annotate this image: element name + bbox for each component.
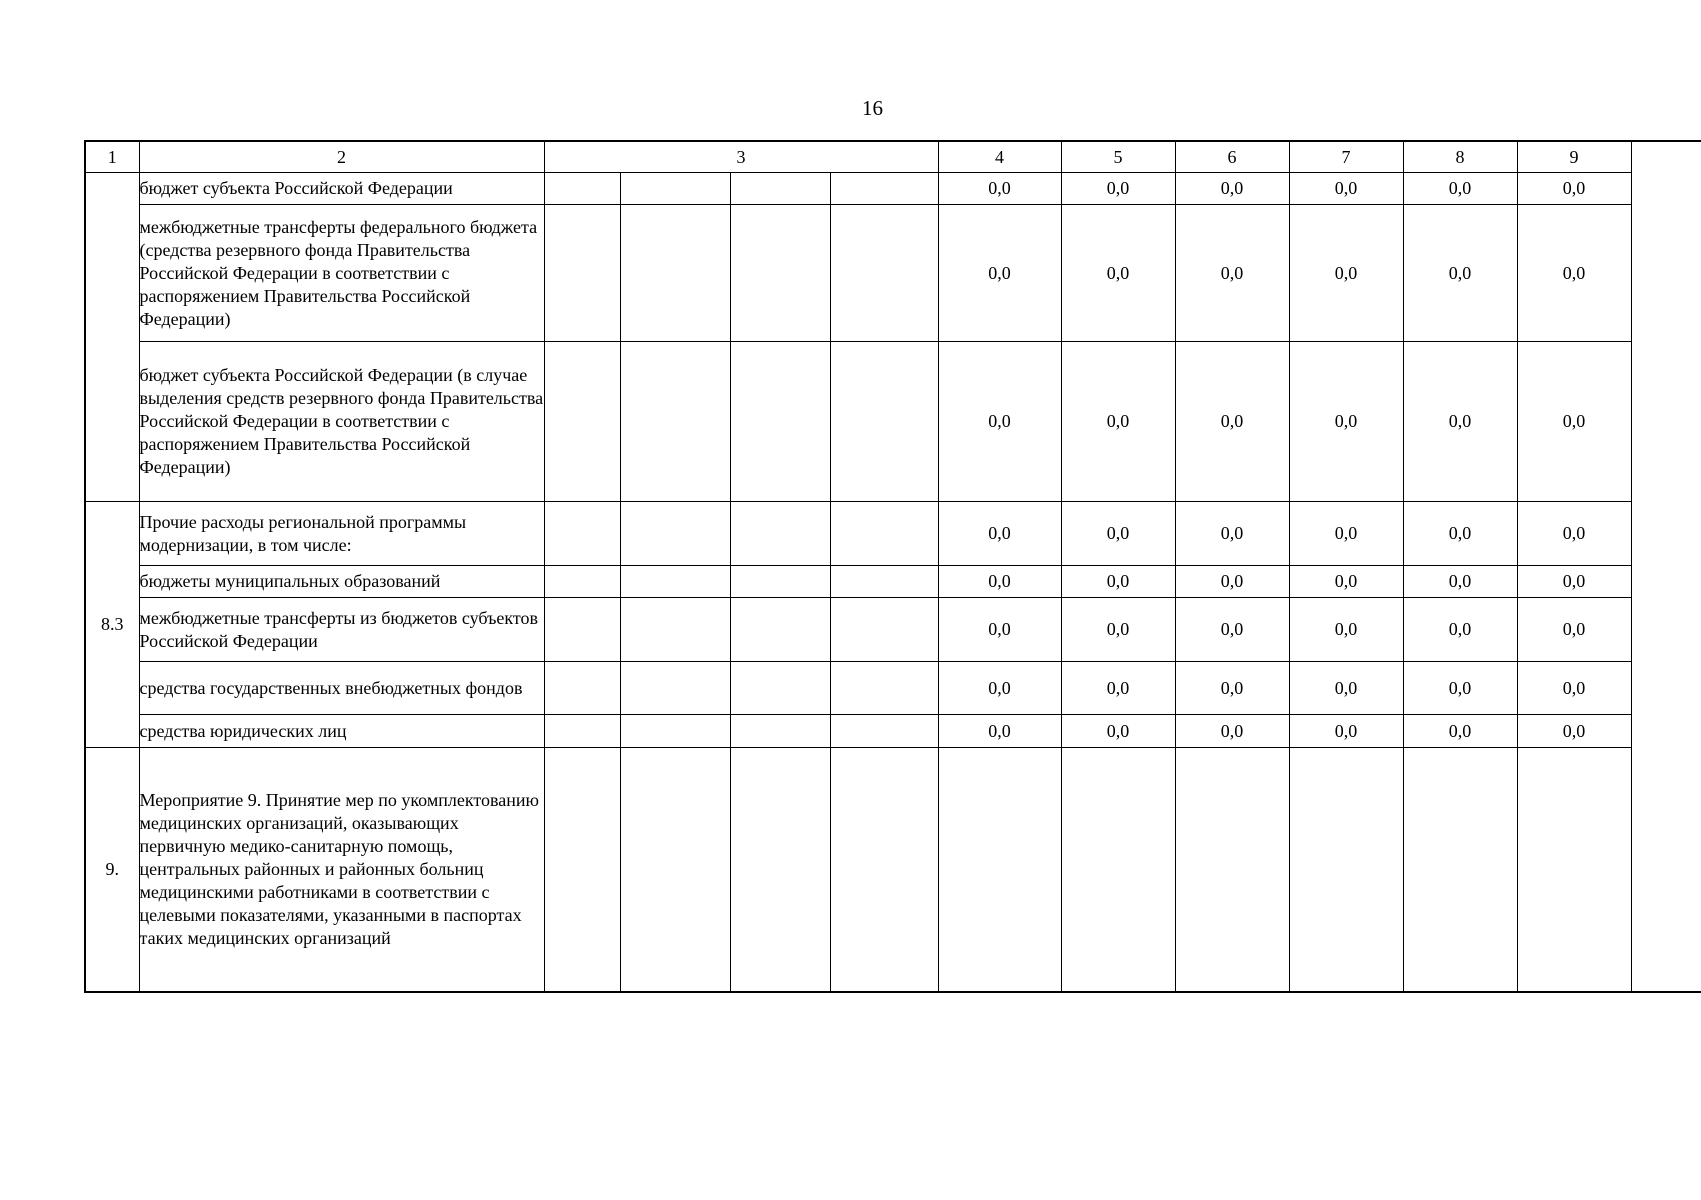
value-cell: 0,0 [1289, 205, 1403, 342]
value-cell: 0,0 [1403, 342, 1517, 502]
header-cell: 9 [1517, 141, 1631, 173]
table-row [85, 598, 1701, 662]
header-cell: 5 [1061, 141, 1175, 173]
row-description: Мероприятие 9. Принятие мер по укомплектованию медицинских организаций, оказывающих первичную медико-санитарную помощь, центральных районных и районных больниц медицинскими работниками в соответствии с целевыми показателями, указанными в паспортах таких медицинских организаций [139, 748, 544, 992]
value-cell [1289, 748, 1403, 992]
sub-cell [620, 342, 730, 502]
header-cell: 8 [1403, 141, 1517, 173]
header-cell: 1 [85, 141, 139, 173]
sub-cell [730, 342, 830, 502]
sub-cell [830, 662, 938, 715]
sub-cell [830, 173, 938, 205]
value-cell: 0,0 [938, 598, 1061, 662]
table-row [85, 662, 1701, 715]
table-row [85, 205, 1701, 342]
sub-cell [620, 205, 730, 342]
header-cell: 2 [139, 141, 544, 173]
budget-table [84, 140, 1701, 993]
value-cell [1403, 748, 1517, 992]
value-cell: 0,0 [938, 715, 1061, 748]
table-row [85, 342, 1701, 502]
value-cell: 0,0 [1175, 566, 1289, 598]
sub-cell [620, 662, 730, 715]
sub-cell [830, 598, 938, 662]
value-cell: 0,0 [1175, 342, 1289, 502]
value-cell: 0,0 [1289, 342, 1403, 502]
row-number-cell: 8.3 [85, 502, 139, 748]
value-cell [1517, 748, 1631, 992]
value-cell: 0,0 [1517, 173, 1631, 205]
value-cell: 0,0 [1517, 205, 1631, 342]
sub-cell [730, 566, 830, 598]
value-cell: 0,0 [1403, 566, 1517, 598]
sub-cell [544, 205, 620, 342]
value-cell: 0,0 [1061, 662, 1175, 715]
row-number-cell: 9. [85, 748, 139, 992]
header-cell: 6 [1175, 141, 1289, 173]
value-cell: 0,0 [1403, 598, 1517, 662]
table-row [85, 715, 1701, 748]
sub-cell [730, 598, 830, 662]
header-cell: 4 [938, 141, 1061, 173]
sub-cell [544, 566, 620, 598]
table-row [85, 502, 1701, 566]
value-cell: 0,0 [938, 502, 1061, 566]
sub-cell [830, 715, 938, 748]
sub-cell [544, 342, 620, 502]
value-cell: 0,0 [1517, 502, 1631, 566]
row-description: бюджет субъекта Российской Федерации (в случае выделения средств резервного фонда Правительства Российской Федерации в соответствии с распоряжением Правительства Российской Федерации) [139, 342, 544, 502]
value-cell: 0,0 [1403, 662, 1517, 715]
sub-cell [620, 566, 730, 598]
value-cell: 0,0 [1061, 173, 1175, 205]
value-cell: 0,0 [938, 205, 1061, 342]
value-cell: 0,0 [1061, 598, 1175, 662]
value-cell: 0,0 [1175, 715, 1289, 748]
value-cell: 0,0 [1517, 715, 1631, 748]
value-cell [938, 748, 1061, 992]
value-cell: 0,0 [1061, 715, 1175, 748]
header-cell: 7 [1289, 141, 1403, 173]
value-cell: 0,0 [1289, 598, 1403, 662]
value-cell: 0,0 [1289, 502, 1403, 566]
row-description: бюджеты муниципальных образований [139, 566, 544, 598]
sub-cell [544, 173, 620, 205]
value-cell: 0,0 [1289, 173, 1403, 205]
sub-cell [730, 748, 830, 992]
row-description: средства юридических лиц [139, 715, 544, 748]
sub-cell [830, 566, 938, 598]
sub-cell [620, 715, 730, 748]
sub-cell [544, 598, 620, 662]
value-cell: 0,0 [1517, 662, 1631, 715]
value-cell: 0,0 [1517, 342, 1631, 502]
value-cell: 0,0 [1175, 598, 1289, 662]
row-description: средства государственных внебюджетных фондов [139, 662, 544, 715]
page-number: 16 [862, 96, 883, 120]
sub-cell [620, 748, 730, 992]
value-cell: 0,0 [938, 566, 1061, 598]
value-cell: 0,0 [1175, 205, 1289, 342]
sub-cell [730, 502, 830, 566]
sub-cell [830, 342, 938, 502]
table-header-row [85, 141, 1701, 173]
sub-cell [620, 502, 730, 566]
sub-cell [830, 205, 938, 342]
value-cell: 0,0 [1175, 502, 1289, 566]
sub-cell [620, 173, 730, 205]
row-description: Прочие расходы региональной программы модернизации, в том числе: [139, 502, 544, 566]
value-cell: 0,0 [938, 173, 1061, 205]
table-row [85, 566, 1701, 598]
value-cell: 0,0 [1403, 205, 1517, 342]
value-cell: 0,0 [1517, 566, 1631, 598]
value-cell [1175, 748, 1289, 992]
value-cell: 0,0 [1175, 662, 1289, 715]
row-description: межбюджетные трансферты федерального бюджета (средства резервного фонда Правительства Российской Федерации в соответствии с распоряжением Правительства Российской Федерации) [139, 205, 544, 342]
sub-cell [544, 748, 620, 992]
value-cell: 0,0 [1061, 342, 1175, 502]
table-row [85, 748, 1701, 992]
sub-cell [544, 662, 620, 715]
value-cell: 0,0 [1061, 502, 1175, 566]
value-cell: 0,0 [1403, 173, 1517, 205]
value-cell: 0,0 [1403, 502, 1517, 566]
row-description: бюджет субъекта Российской Федерации [139, 173, 544, 205]
header-cell: 3 [544, 141, 938, 173]
value-cell: 0,0 [1289, 566, 1403, 598]
value-cell: 0,0 [1403, 715, 1517, 748]
value-cell: 0,0 [1061, 566, 1175, 598]
value-cell: 0,0 [1517, 598, 1631, 662]
sub-cell [544, 715, 620, 748]
value-cell [1061, 748, 1175, 992]
sub-cell [620, 598, 730, 662]
sub-cell [830, 748, 938, 992]
row-description: межбюджетные трансферты из бюджетов субъектов Российской Федерации [139, 598, 544, 662]
table-row [85, 173, 1701, 205]
sub-cell [730, 715, 830, 748]
sub-cell [730, 662, 830, 715]
sub-cell [830, 502, 938, 566]
sub-cell [730, 173, 830, 205]
value-cell: 0,0 [1175, 173, 1289, 205]
value-cell: 0,0 [1289, 662, 1403, 715]
value-cell: 0,0 [1289, 715, 1403, 748]
row-number-cell [85, 173, 139, 502]
value-cell: 0,0 [938, 662, 1061, 715]
value-cell: 0,0 [938, 342, 1061, 502]
sub-cell [730, 205, 830, 342]
sub-cell [544, 502, 620, 566]
value-cell: 0,0 [1061, 205, 1175, 342]
